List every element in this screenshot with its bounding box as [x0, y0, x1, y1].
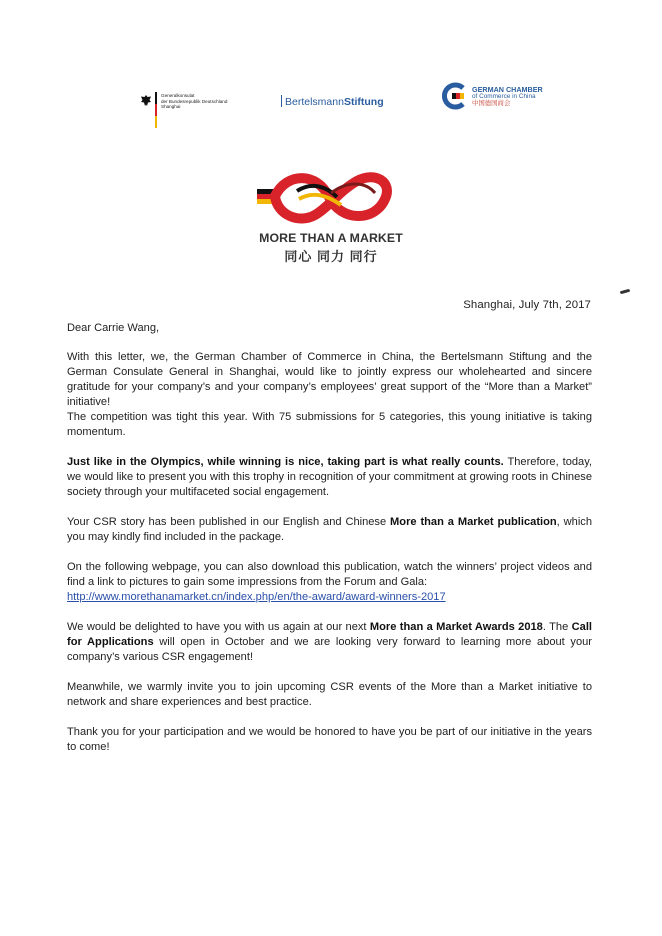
consulate-name: Generalkonsulat der Bundesrepublik Deutschland Shanghai	[161, 93, 228, 110]
brand-title: MORE THAN A MARKET	[259, 231, 403, 245]
german-flag-bar	[155, 92, 157, 128]
paragraph-thanks: Thank you for your participation and we would be honored to have you be part of our initiative in the years to come!	[67, 726, 592, 753]
paragraph-invite: Meanwhile, we warmly invite you to join upcoming CSR events of the More than a Market initiative to network and share experiences and best practice.	[67, 681, 592, 708]
german-chamber-icon	[441, 82, 469, 110]
letter-body	[67, 321, 592, 770]
brand-subtitle: 同心 同力 同行	[284, 249, 378, 264]
consulate-logo	[140, 92, 270, 126]
letter-date: Shanghai, July 7th, 2017	[463, 299, 591, 311]
award-winners-link[interactable]: http://www.morethanamarket.cn/index.php/en/the-award/award-winners-2017	[67, 591, 446, 603]
ink-mark	[620, 289, 630, 294]
more-than-a-market-knot-logo	[257, 167, 397, 235]
paragraph-olympics: Just like in the Olympics, while winning is nice, taking part is what really counts. Therefore, today, we would like to present you with this trophy in recognition of your commitment at growing roots in Chinese society through your multifaceted social engagement.	[67, 456, 593, 498]
bertelsmann-logo: BertelsmannStiftung	[281, 95, 384, 108]
eagle-icon	[140, 94, 152, 107]
paragraph-publication: Your CSR story has been published in our English and Chinese More than a Market publication, which you may kindly find included in the package.	[67, 516, 592, 543]
german-chamber-logo	[441, 82, 561, 116]
paragraph-gratitude: With this letter, we, the German Chamber of Commerce in China, the Bertelsmann Stiftung and the German Consulate General in Shanghai, would like to jointly express our wholehearted and sincere gratitude for your company’s and your company’s employees’ great support of the “More than a Market” initiative! The competition was tight this year. With 75 submissions for 5 categories, this young initiative is taking momentum.	[67, 351, 592, 438]
german-chamber-name: GERMAN CHAMBER of Commerce in China 中国德国商会	[472, 85, 543, 107]
salutation: Dear Carrie Wang,	[67, 322, 160, 334]
paragraph-webpage: On the following webpage, you can also download this publication, watch the winners’ project videos and find a link to pictures to gain some impressions from the Forum and Gala: http://www.morethanamarket.cn/index.php/en/the-award/award-winners-2017	[67, 561, 592, 603]
paragraph-next-awards: We would be delighted to have you with us again at our next More than a Market Awards 2018. The Call for Applications will open in October and we are looking very forward to learning more about your company’s various CSR engagement!	[67, 621, 593, 663]
